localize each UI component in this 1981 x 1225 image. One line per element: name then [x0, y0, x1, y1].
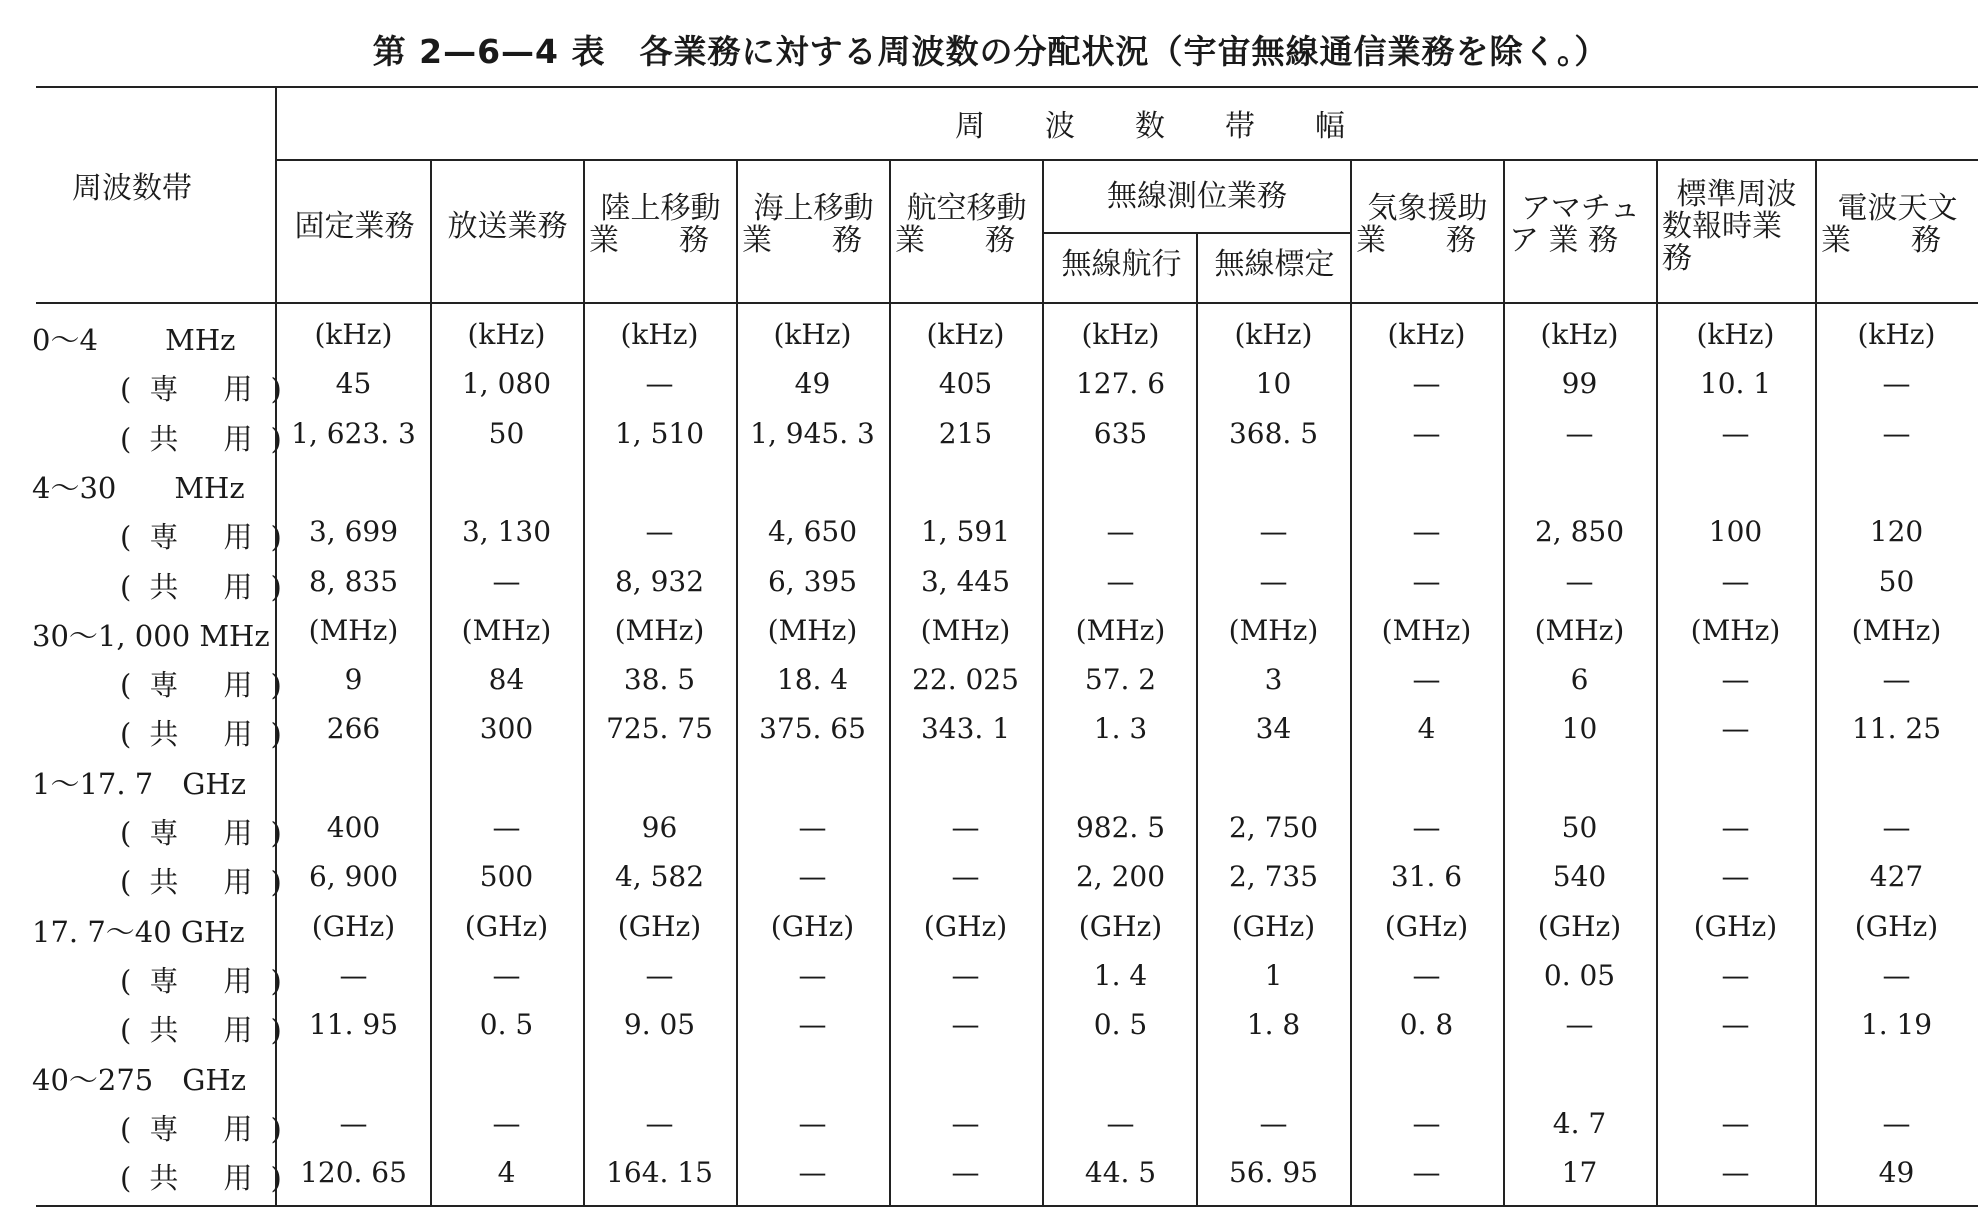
table-cell: 375. 65	[759, 712, 866, 746]
table-cell: 49	[1878, 1156, 1915, 1190]
table-cell: 17	[1561, 1156, 1598, 1190]
table-cell: (MHz)	[1075, 613, 1166, 647]
table-cell: 127. 6	[1075, 367, 1166, 401]
table-cell: 300	[479, 712, 534, 746]
table-cell: 343. 1	[920, 712, 1011, 746]
table-cell: 56. 95	[1228, 1156, 1319, 1190]
table-cell: —	[1882, 958, 1911, 992]
column-header: 陸上移動	[600, 191, 721, 226]
table-cell: (GHz)	[1537, 909, 1622, 943]
table-cell: —	[1721, 1008, 1750, 1042]
table-cell: 11. 25	[1851, 712, 1942, 746]
table-cell: 1. 8	[1246, 1008, 1301, 1042]
column-header: 業 務	[1356, 223, 1476, 258]
table-cell: (kHz)	[1696, 318, 1775, 351]
table-cell: 635	[1093, 416, 1148, 450]
table-cell: (GHz)	[311, 909, 396, 943]
table-cell: —	[1412, 663, 1441, 697]
usage-label: (共 用)	[120, 1013, 300, 1048]
table-cell: (GHz)	[923, 909, 1008, 943]
table-cell: —	[1721, 663, 1750, 697]
table-cell: 38. 5	[623, 663, 696, 697]
table-cell: (MHz)	[1534, 613, 1625, 647]
table-cell: 982. 5	[1075, 811, 1166, 844]
column-header: ア 業 務	[1509, 223, 1619, 258]
table-cell: —	[1721, 1106, 1750, 1140]
table-cell: 50	[488, 416, 525, 450]
band-label: 17. 7〜40 GHz	[32, 914, 245, 949]
table-cell: —	[798, 958, 827, 992]
table-cell: (kHz)	[1081, 318, 1160, 351]
table-cell: (GHz)	[770, 909, 855, 943]
table-cell: 34	[1255, 712, 1292, 746]
table-cell: 1. 4	[1093, 958, 1148, 992]
table-cell: —	[492, 811, 521, 844]
table-cell: (kHz)	[314, 318, 393, 351]
table-cell: 6, 900	[308, 860, 399, 894]
usage-label: (専 用)	[120, 816, 300, 850]
table-cell: —	[1565, 1008, 1594, 1042]
table-cell: —	[1259, 564, 1288, 598]
table-cell: (GHz)	[1854, 909, 1939, 943]
table-cell: —	[492, 1106, 521, 1140]
table-cell: 49	[794, 367, 831, 401]
table-cell: 99	[1561, 367, 1598, 401]
table-cell: (MHz)	[1228, 613, 1319, 647]
usage-label: (専 用)	[120, 668, 300, 703]
table-cell: —	[492, 958, 521, 992]
table-cell: (MHz)	[1851, 613, 1942, 647]
band-label: 4〜30 MHz	[32, 470, 245, 505]
table-cell: (GHz)	[1693, 909, 1778, 943]
column-header: 航空移動	[906, 191, 1027, 226]
table-cell: (kHz)	[1540, 318, 1619, 351]
table-cell: 4	[1417, 712, 1436, 746]
bottom-rule	[36, 1205, 1978, 1207]
column-header: アマチュ	[1520, 191, 1641, 226]
table-cell: (kHz)	[1857, 318, 1936, 351]
table-cell: 427	[1869, 860, 1924, 894]
table-cell: 84	[488, 663, 525, 697]
table-cell: (kHz)	[926, 318, 1005, 351]
table-cell: —	[951, 1156, 980, 1190]
table-cell: —	[1259, 515, 1288, 549]
table-cell: (GHz)	[617, 909, 702, 943]
table-cell: (MHz)	[1381, 613, 1472, 647]
usage-label: (共 用)	[120, 865, 300, 900]
table-cell: (MHz)	[1690, 613, 1781, 647]
table-cell: 368. 5	[1228, 416, 1319, 450]
table-cell: 120	[1869, 515, 1924, 549]
table-cell: 57. 2	[1084, 663, 1157, 697]
table-cell: (kHz)	[467, 318, 546, 351]
column-header: 気象援助	[1367, 191, 1488, 226]
table-cell: —	[1565, 564, 1594, 598]
table-cell: 50	[1561, 811, 1598, 844]
table-cell: —	[645, 515, 674, 549]
table-cell: 6, 395	[767, 564, 858, 598]
table-cell: —	[798, 1106, 827, 1140]
table-cell: 725. 75	[606, 712, 713, 746]
band-label: 30〜1, 000 MHz	[32, 618, 270, 653]
table-cell: 0. 5	[1093, 1008, 1148, 1042]
table-cell: 215	[938, 416, 993, 450]
table-cell: (MHz)	[767, 613, 858, 647]
table-cell: —	[1412, 958, 1441, 992]
group-header: 周 波 数 帯 幅	[955, 109, 1345, 144]
column-header: 放送業務	[447, 209, 568, 244]
column-header: 固定業務	[294, 209, 415, 244]
table-cell: —	[645, 958, 674, 992]
table-cell: 4	[497, 1156, 516, 1190]
table-cell: 3, 445	[920, 564, 1011, 598]
usage-label: (専 用)	[120, 963, 300, 998]
table-cell: (MHz)	[920, 613, 1011, 647]
table-cell: 4, 582	[614, 860, 705, 894]
column-header: 無線航行	[1061, 247, 1182, 282]
table-cell: (GHz)	[1231, 909, 1316, 943]
table-cell: 266	[326, 712, 381, 746]
table-cell: —	[1106, 1106, 1135, 1140]
column-header: 海上移動	[753, 191, 874, 226]
table-cell: 2, 200	[1075, 860, 1166, 894]
column-header: 業 務	[895, 223, 1015, 258]
table-cell: 540	[1552, 860, 1607, 894]
table-cell: 0. 05	[1543, 958, 1616, 992]
table-cell: —	[1721, 811, 1750, 844]
table-cell: —	[951, 1008, 980, 1042]
table-cell: 1, 510	[614, 416, 705, 450]
table-cell: 1. 3	[1093, 712, 1148, 746]
column-header: 標準周波	[1676, 177, 1797, 212]
table-cell: —	[1721, 1156, 1750, 1190]
table-cell: —	[951, 811, 980, 844]
column-header: 数報時業	[1662, 209, 1782, 244]
table-cell: 10. 1	[1699, 367, 1772, 401]
table-cell: 45	[335, 367, 372, 401]
table-cell: 22. 025	[912, 663, 1019, 697]
table-cell: 9. 05	[623, 1008, 696, 1042]
table-cell: —	[1882, 811, 1911, 844]
table-cell: —	[1882, 416, 1911, 450]
table-cell: —	[798, 811, 827, 844]
table-cell: —	[1721, 712, 1750, 746]
column-header: 電波天文	[1837, 191, 1958, 226]
column-header: 無線標定	[1214, 247, 1335, 282]
table-cell: 31. 6	[1390, 860, 1463, 894]
table-cell: 10	[1255, 367, 1292, 401]
table-cell: 44. 5	[1084, 1156, 1157, 1190]
table-cell: —	[1721, 958, 1750, 992]
column-header: 務	[1662, 241, 1692, 276]
column-header: 業 務	[589, 223, 709, 258]
table-cell: (GHz)	[1078, 909, 1163, 943]
usage-label: (共 用)	[120, 1161, 300, 1196]
table-title: 第 2—6—4 表 各業務に対する周波数の分配状況（宇宙無線通信業務を除く。）	[372, 32, 1609, 71]
table-cell: 1, 945. 3	[750, 416, 875, 450]
table-cell: —	[1412, 811, 1441, 844]
table-cell: 2, 850	[1534, 515, 1625, 549]
table-cell: (MHz)	[614, 613, 705, 647]
table-cell: (GHz)	[464, 909, 549, 943]
band-label: 0〜4 MHz	[32, 323, 236, 357]
table-cell: —	[1259, 1106, 1288, 1140]
row-label-header: 周波数帯	[72, 171, 192, 206]
table-cell: —	[951, 1106, 980, 1140]
header-bottom-rule	[36, 302, 1978, 304]
table-cell: —	[951, 958, 980, 992]
band-label: 40〜275 GHz	[32, 1062, 246, 1097]
table-cell: 0. 5	[479, 1008, 534, 1042]
table-cell: (kHz)	[773, 318, 852, 351]
table-cell: 0. 8	[1399, 1008, 1454, 1042]
table-cell: —	[1565, 416, 1594, 450]
table-cell: 1, 080	[461, 367, 552, 401]
table-cell: —	[1412, 367, 1441, 401]
table-cell: (MHz)	[461, 613, 552, 647]
table-cell: 1, 623. 3	[291, 416, 416, 450]
band-label: 1〜17. 7 GHz	[32, 766, 246, 801]
usage-label: (専 用)	[120, 1111, 300, 1146]
table-cell: —	[1106, 515, 1135, 549]
table-cell: —	[339, 1106, 368, 1140]
table-cell: —	[1882, 1106, 1911, 1140]
table-cell: 2, 750	[1228, 811, 1319, 844]
table-cell: 120. 65	[300, 1156, 407, 1190]
table-cell: —	[1721, 564, 1750, 598]
table-cell: 2, 735	[1228, 860, 1319, 894]
group-rule	[277, 159, 1978, 161]
table-cell: 96	[641, 811, 678, 844]
table-cell: 8, 932	[614, 564, 705, 598]
table-cell: (GHz)	[1384, 909, 1469, 943]
usage-label: (共 用)	[120, 421, 300, 456]
table-cell: 405	[938, 367, 993, 401]
table-cell: —	[339, 958, 368, 992]
table-cell: —	[1721, 416, 1750, 450]
table-cell: —	[1721, 860, 1750, 894]
table-cell: —	[798, 1156, 827, 1190]
table-cell: —	[1412, 416, 1441, 450]
table-cell: 1, 591	[920, 515, 1011, 549]
table-cell: —	[1106, 564, 1135, 598]
table-cell: 18. 4	[776, 663, 849, 697]
table-cell: 4. 7	[1552, 1106, 1607, 1140]
table-cell: 100	[1708, 515, 1763, 549]
table-cell: 500	[479, 860, 534, 894]
table-cell: (kHz)	[1234, 318, 1313, 351]
table-cell: —	[1412, 515, 1441, 549]
table-cell: 1. 19	[1860, 1008, 1933, 1042]
table-cell: —	[645, 1106, 674, 1140]
table-cell: 50	[1878, 564, 1915, 598]
usage-label: (共 用)	[120, 569, 300, 604]
table-cell: —	[798, 1008, 827, 1042]
table-cell: —	[798, 860, 827, 894]
table-cell: 9	[344, 663, 363, 697]
subgroup-header: 無線測位業務	[1107, 179, 1287, 214]
usage-label: (専 用)	[120, 372, 300, 407]
table-cell: 400	[326, 811, 381, 844]
table-cell: 3, 699	[308, 515, 399, 549]
table-cell: (kHz)	[1387, 318, 1466, 351]
table-cell: (MHz)	[308, 613, 399, 647]
table-cell: 10	[1561, 712, 1598, 746]
usage-label: (共 用)	[120, 717, 300, 752]
table-cell: 11. 95	[308, 1008, 399, 1042]
table-cell: —	[1412, 1156, 1441, 1190]
table-cell: —	[492, 564, 521, 598]
column-header: 業 務	[1821, 223, 1941, 258]
table-cell: —	[1882, 367, 1911, 401]
table-cell: —	[951, 860, 980, 894]
usage-label: (専 用)	[120, 520, 300, 555]
table-cell: 6	[1570, 663, 1589, 697]
table-cell: (kHz)	[620, 318, 699, 351]
table-cell: 1	[1264, 958, 1283, 992]
column-header: 業 務	[742, 223, 862, 258]
table-cell: 164. 15	[606, 1156, 713, 1190]
table-cell: 3	[1264, 663, 1283, 697]
table-cell: —	[1412, 564, 1441, 598]
table-cell: —	[645, 367, 674, 401]
table-cell: 4, 650	[767, 515, 858, 549]
table-cell: 3, 130	[461, 515, 552, 549]
table-cell: —	[1882, 663, 1911, 697]
top-rule	[36, 86, 1978, 88]
table-cell: —	[1412, 1106, 1441, 1140]
table-cell: 8, 835	[308, 564, 399, 598]
